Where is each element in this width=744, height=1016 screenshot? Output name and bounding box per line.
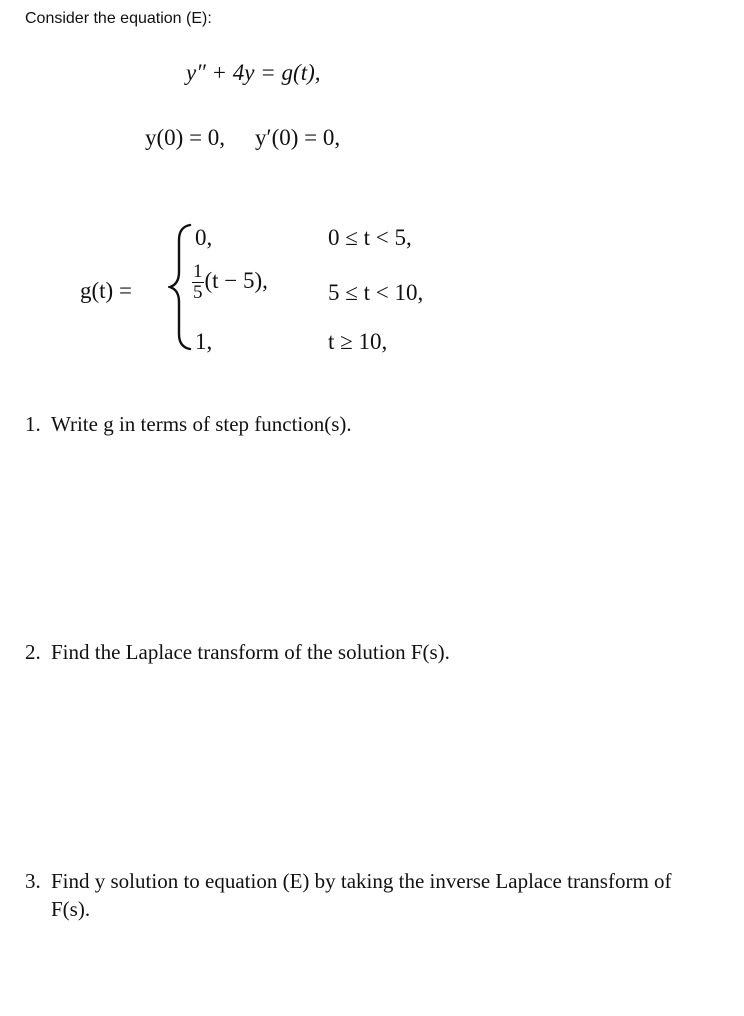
case-2-value: (t − 5), <box>204 267 268 293</box>
case-2-expression <box>192 262 268 303</box>
case-3-condition: t ≥ 10, <box>328 329 388 354</box>
case-2-fraction-numerator: 1 <box>193 261 203 282</box>
question-2-number: 2. <box>25 640 41 664</box>
case-1-condition: 0 ≤ t < 5, <box>328 225 412 250</box>
case-2-condition: 5 ≤ t < 10, <box>328 280 424 305</box>
case-2-fraction-denominator: 5 <box>193 282 203 303</box>
initial-conditions <box>145 125 340 151</box>
question-2-text: Find the Laplace transform of the solution F(s). <box>51 640 450 664</box>
question-1 <box>25 410 715 438</box>
case-1-value: 0, <box>195 225 213 250</box>
intro-text: Consider the equation (E): <box>25 10 212 27</box>
question-3 <box>25 867 715 923</box>
equation-lhs: y″ + 4y = <box>186 60 282 85</box>
case-2-fraction <box>192 262 204 303</box>
question-2 <box>25 638 715 666</box>
initial-condition-1: y(0) = 0, <box>145 125 226 150</box>
case-3-value: 1, <box>195 329 213 354</box>
question-3-number: 3. <box>25 869 41 893</box>
question-3-text: Find y solution to equation (E) by taking the inverse Laplace transform of F(s). <box>51 869 672 921</box>
question-1-number: 1. <box>25 412 41 436</box>
equation-rhs: g(t), <box>281 60 321 85</box>
left-brace <box>168 222 194 352</box>
question-1-text: Write g in terms of step function(s). <box>51 412 352 436</box>
initial-condition-2: y′(0) = 0, <box>255 125 341 150</box>
differential-equation <box>186 60 321 86</box>
piecewise-function-name: g(t) = <box>80 278 132 303</box>
